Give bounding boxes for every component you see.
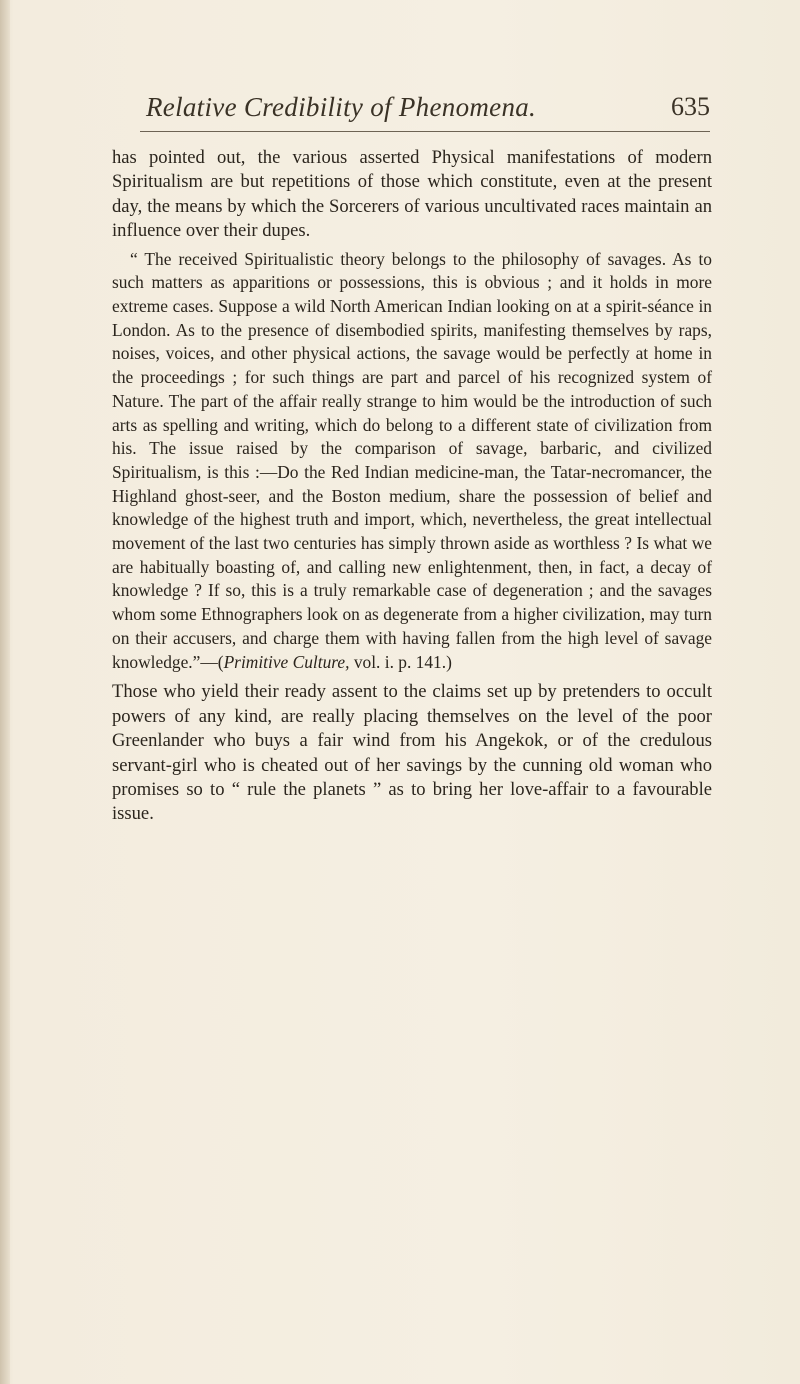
block-quotation — [112, 248, 712, 675]
page-number: 635 — [671, 92, 710, 121]
page-header — [140, 88, 710, 128]
page-binding-edge — [0, 0, 10, 1384]
running-title: Relative Credibility of Phenomena. — [146, 92, 537, 122]
body-text — [112, 146, 712, 827]
paragraph-closing: Those who yield their ready assent to the claims set up by pretenders to occult powers of any kind, are really placing themselves on the level of the poor Greenlander who buys a fair wind from his Angekok, or of the credulous servant-girl who is cheated out of her savings by the cunning old woman who promises so to “ rule the planets ” as to bring her love-affair to a favourable issue. — [112, 681, 712, 825]
paragraph-continuation: has pointed out, the various asserted Physical manifestations of modern Spiritualism are but repetitions of those which constitute, even at the present day, the means by which the Sorcerers of various uncultivated races maintain an influence over their dupes. — [112, 147, 712, 242]
citation-title: Primitive Culture, — [223, 651, 350, 672]
header-rule — [140, 131, 710, 132]
quotation-text: “ The received Spiritualistic theory belongs to the philosophy of savages. As to such matters as apparitions or possessions, this is obvious ; and it holds in more extreme cases. Suppose a wild North American Indian looking on at a spirit-séance in London. As to the presence of disembodied spirits, manifesting themselves by raps, noises, voices, and other physical actions, the savage would be perfectly at home in the proceedings ; for such things are part and parcel of his recognized system of Nature. The part of the affair really strange to him would be the introduction of such arts as spelling and writing, which do belong to a different state of civilization from his. The issue raised by the comparison of savage, barbaric, and civilized Spiritualism, is this :—Do the Red Indian medicine-man, the Tatar-necromancer, the Highland ghost-seer, and the Boston medium, share the possession of belief and knowledge of the highest truth and import, which, nevertheless, the great intellectual movement of the last two centuries has simply thrown aside as worthless ? Is what we are habitually boasting of, and calling new enlightenment, then, in fact, a decay of knowledge ? If so, this is a truly remarkable case of degeneration ; and the savages whom some Ethnographers look on as degenerate from a higher civilization, may turn on their accusers, and charge them with having fallen from the high level of savage knowledge.”—( — [112, 248, 712, 672]
citation-reference: vol. i. p. 141.) — [349, 651, 452, 672]
